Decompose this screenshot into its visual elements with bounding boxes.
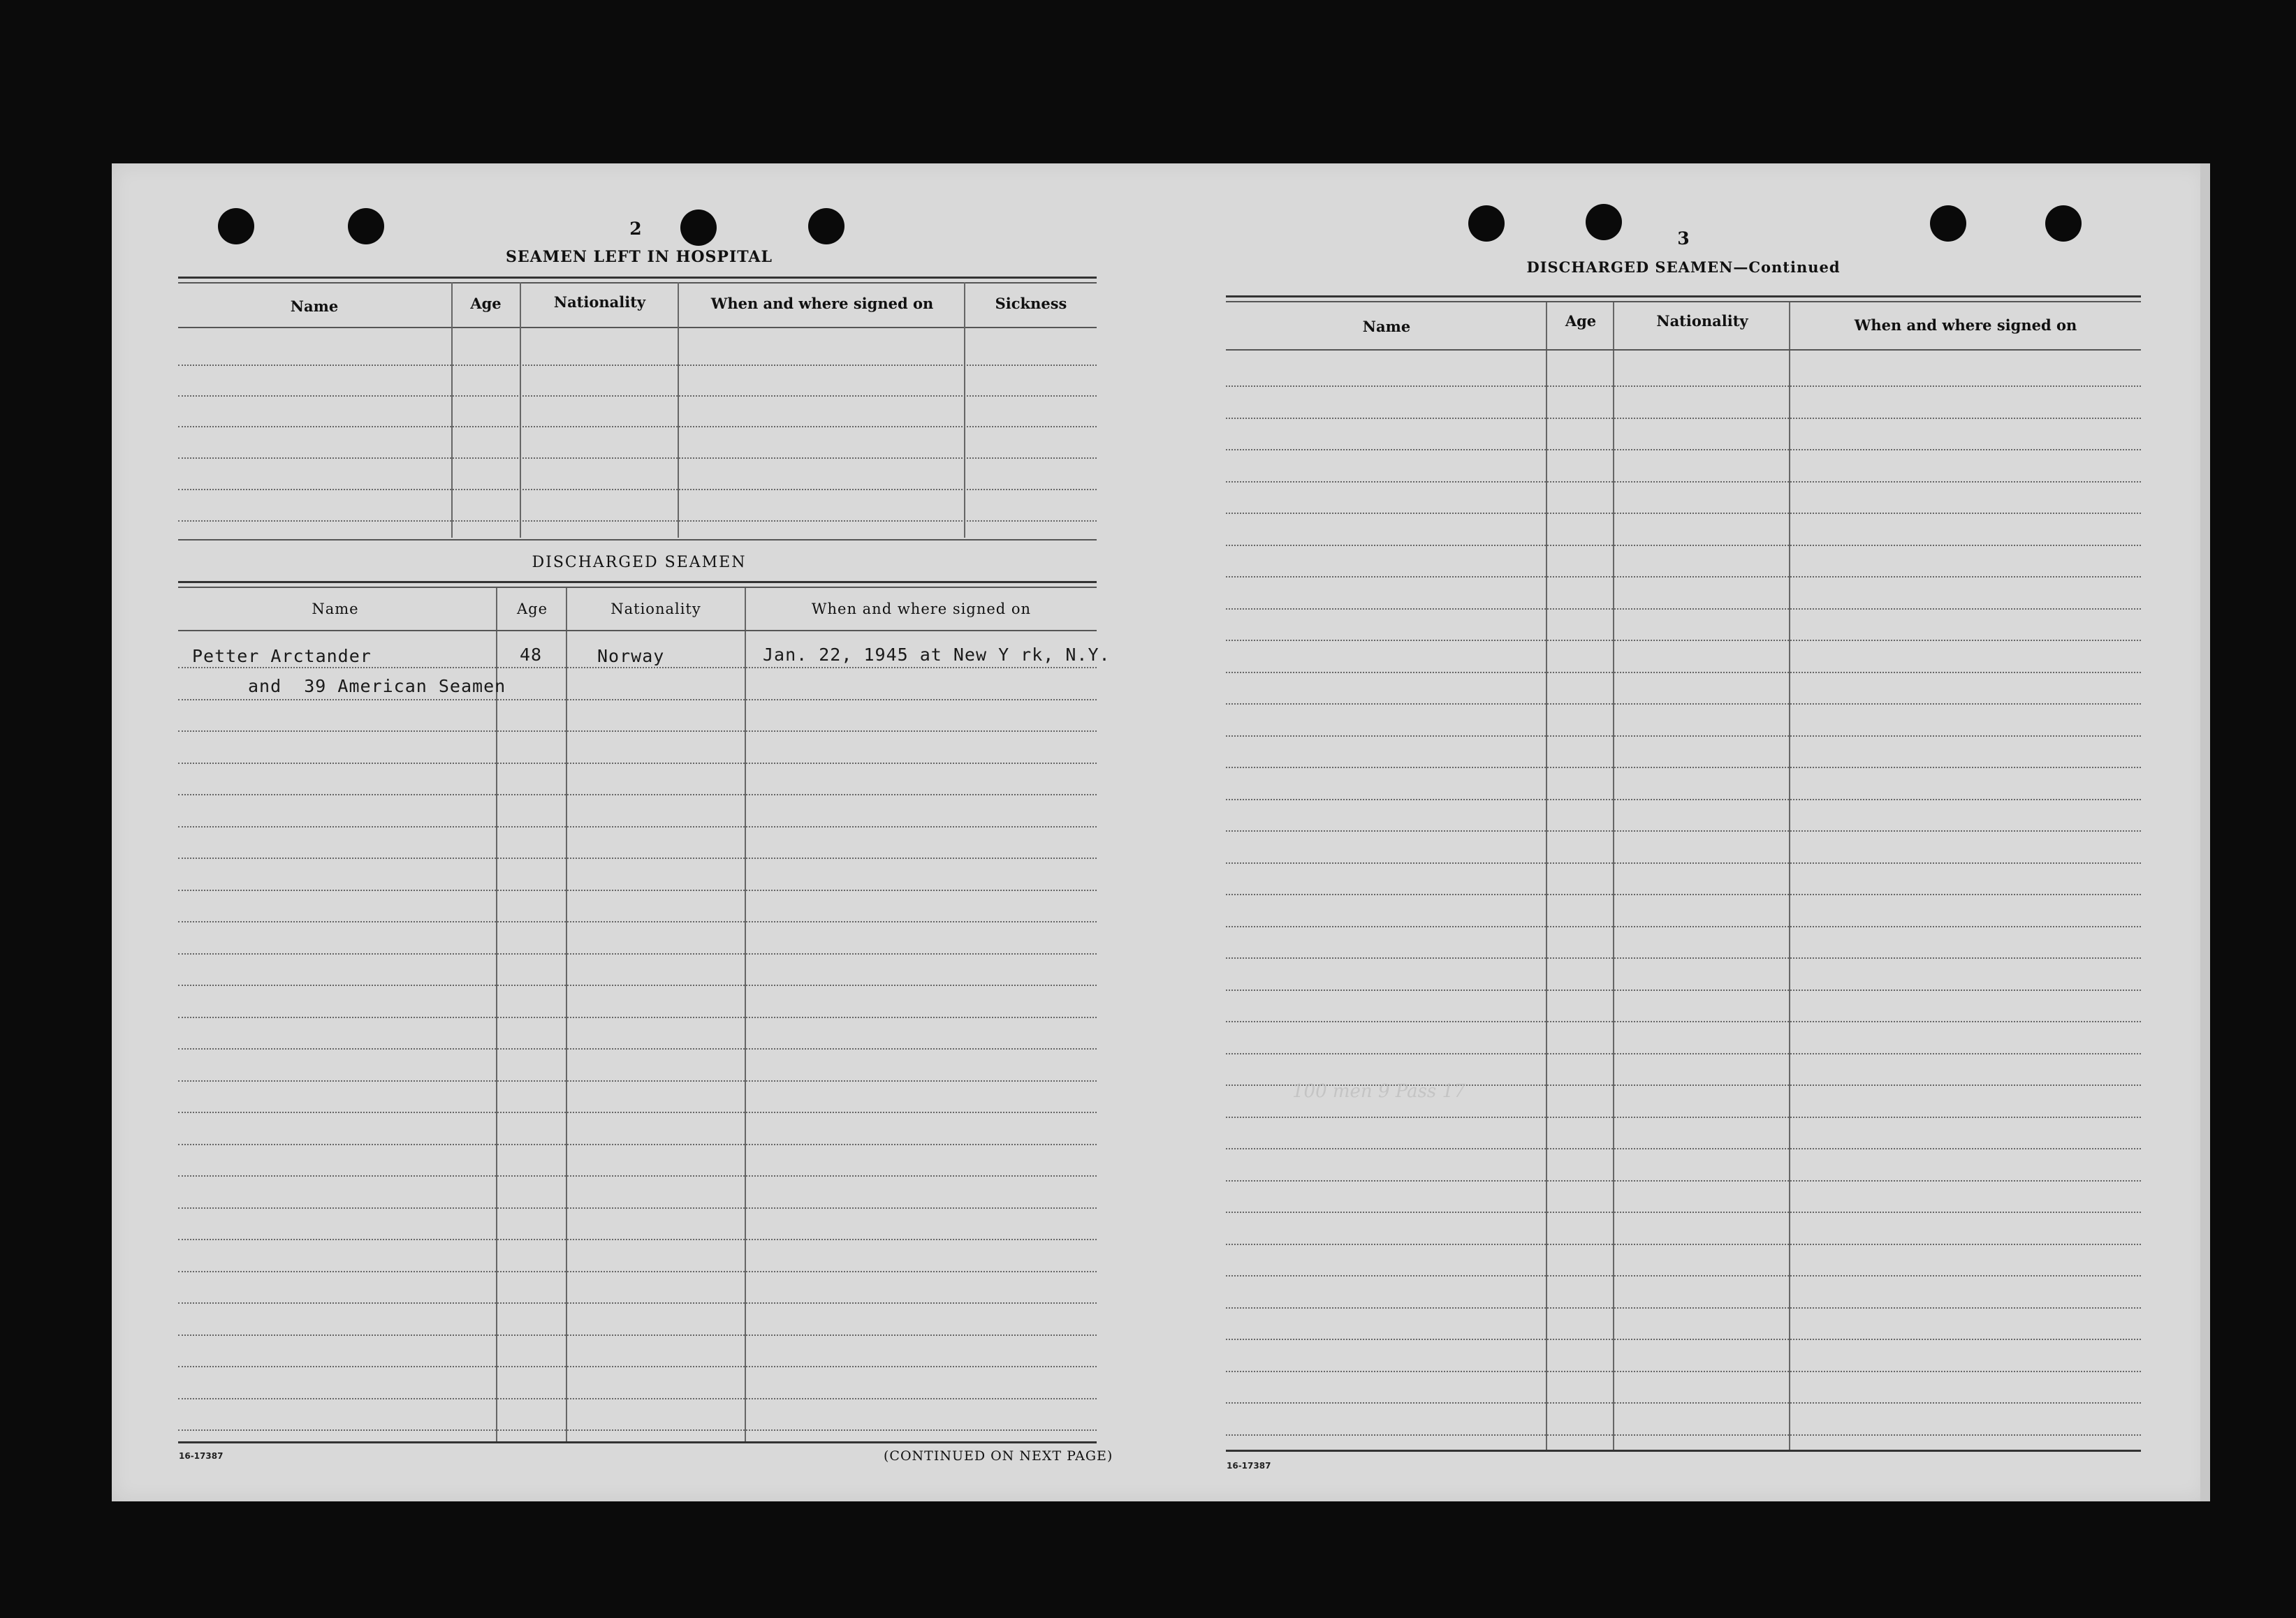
entry-line xyxy=(1226,449,2141,450)
entry-line xyxy=(1226,576,2141,578)
entry-line xyxy=(178,365,1097,366)
entry-line xyxy=(178,730,1097,732)
entry-line xyxy=(178,1429,1097,1431)
entry-line xyxy=(1226,957,2141,959)
entry-line xyxy=(1226,830,2141,832)
header-rule xyxy=(178,587,1097,588)
discharged-continued-title: DISCHARGED SEAMEN—Continued xyxy=(1526,258,1841,276)
column-header-age: Age xyxy=(516,601,548,617)
form-number: 16-17387 xyxy=(179,1451,224,1461)
entry-line xyxy=(178,1175,1097,1177)
entry-line xyxy=(178,395,1097,397)
entry-line xyxy=(178,426,1097,427)
header-bottom-rule xyxy=(178,630,1097,631)
table-bottom-rule xyxy=(178,1441,1097,1443)
column-header-sickness: Sickness xyxy=(995,295,1067,312)
column-header-signed-on: When and where signed on xyxy=(1854,316,2077,334)
entry-line xyxy=(1226,1117,2141,1118)
column-header-age: Age xyxy=(1565,312,1597,330)
column-divider xyxy=(1546,302,1547,1450)
column-header-nationality: Nationality xyxy=(553,293,646,311)
hospital-section-title: SEAMEN LEFT IN HOSPITAL xyxy=(506,248,773,266)
entry-line xyxy=(178,1144,1097,1145)
entry-line xyxy=(178,953,1097,955)
seaman-name: Petter Arctander xyxy=(192,646,372,666)
entry-line xyxy=(1226,1402,2141,1404)
entry-line xyxy=(1226,672,2141,673)
entry-line xyxy=(1226,862,2141,864)
entry-line xyxy=(1226,1053,2141,1054)
entry-line xyxy=(178,1398,1097,1399)
seaman-age: 48 xyxy=(520,645,543,665)
column-header-nationality: Nationality xyxy=(1656,312,1748,330)
punch-hole xyxy=(1468,205,1505,242)
continued-note: (CONTINUED ON NEXT PAGE) xyxy=(884,1448,1113,1464)
column-divider xyxy=(964,282,965,538)
entry-line xyxy=(1226,1244,2141,1245)
entry-line xyxy=(178,794,1097,795)
column-header-signed-on: When and where signed on xyxy=(710,295,934,312)
entry-line xyxy=(178,1207,1097,1209)
entry-line xyxy=(178,1080,1097,1082)
page-number: 2 xyxy=(629,219,642,239)
punch-hole xyxy=(1586,204,1622,240)
entry-line xyxy=(178,1302,1097,1304)
entry-line xyxy=(178,1271,1097,1272)
seaman-nationality: Norway xyxy=(597,646,665,666)
entry-line xyxy=(1226,735,2141,737)
seaman-signed-on: Jan. 22, 1945 at New Y rk, N.Y. xyxy=(763,645,1111,665)
column-header-nationality: Nationality xyxy=(610,601,701,617)
entry-line xyxy=(1226,418,2141,419)
column-divider xyxy=(678,282,679,538)
entry-line xyxy=(178,1112,1097,1113)
header-bottom-rule xyxy=(178,327,1097,328)
entry-line xyxy=(178,1048,1097,1050)
entry-line xyxy=(178,520,1097,522)
entry-line xyxy=(178,1334,1097,1336)
sheet-edge xyxy=(2200,163,2210,1501)
entry-line xyxy=(1226,1212,2141,1213)
header-rule xyxy=(1226,295,2141,297)
entry-line xyxy=(178,699,1097,700)
entry-line xyxy=(1226,1434,2141,1436)
entry-line xyxy=(1226,767,2141,768)
discharged-section-title: DISCHARGED SEAMEN xyxy=(532,554,747,571)
pencil-annotation: 100 men 9 Pass 17 xyxy=(1292,1081,1465,1102)
entry-line xyxy=(1226,1371,2141,1372)
punch-hole xyxy=(348,208,384,244)
entry-line xyxy=(1226,481,2141,483)
entry-line xyxy=(178,890,1097,891)
entry-line xyxy=(1226,1307,2141,1309)
seaman-name: and 39 American Seamen xyxy=(248,676,506,696)
entry-line xyxy=(1226,1275,2141,1277)
entry-line xyxy=(178,489,1097,490)
column-divider xyxy=(1613,302,1614,1450)
page-number: 3 xyxy=(1677,228,1690,249)
section-rule xyxy=(178,539,1097,540)
entry-line xyxy=(1226,608,2141,610)
table-bottom-rule xyxy=(1226,1450,2141,1452)
column-header-age: Age xyxy=(470,295,502,312)
entry-line xyxy=(1226,926,2141,927)
entry-line xyxy=(1226,990,2141,991)
entry-line xyxy=(1226,894,2141,895)
entry-line xyxy=(1226,385,2141,387)
entry-line xyxy=(1226,799,2141,800)
header-rule xyxy=(178,277,1097,279)
entry-line xyxy=(1226,545,2141,546)
punch-hole xyxy=(2045,205,2082,242)
entry-line xyxy=(178,1366,1097,1367)
entry-line xyxy=(1226,1021,2141,1022)
column-divider xyxy=(496,588,497,1441)
header-rule xyxy=(1226,301,2141,302)
column-divider xyxy=(451,282,453,538)
column-divider xyxy=(745,588,746,1441)
punch-hole xyxy=(808,208,844,244)
form-number: 16-17387 xyxy=(1227,1461,1271,1471)
column-header-name: Name xyxy=(1362,318,1411,335)
entry-line xyxy=(178,1017,1097,1018)
column-divider xyxy=(1789,302,1790,1450)
column-header-name: Name xyxy=(290,297,339,315)
column-header-name: Name xyxy=(312,601,359,617)
entry-line xyxy=(178,457,1097,459)
entry-line xyxy=(1226,703,2141,705)
entry-line xyxy=(1226,1339,2141,1340)
header-bottom-rule xyxy=(1226,349,2141,351)
punch-hole xyxy=(218,208,254,244)
column-header-signed-on: When and where signed on xyxy=(811,601,1032,617)
entry-line xyxy=(178,858,1097,859)
column-divider xyxy=(566,588,567,1441)
entry-line xyxy=(178,763,1097,764)
punch-hole xyxy=(680,209,717,246)
header-rule xyxy=(178,282,1097,284)
entry-line xyxy=(1226,513,2141,514)
column-divider xyxy=(520,282,521,538)
entry-line xyxy=(178,921,1097,922)
header-rule xyxy=(178,581,1097,583)
entry-line xyxy=(1226,640,2141,641)
entry-line xyxy=(178,985,1097,986)
entry-line xyxy=(1226,1148,2141,1149)
punch-hole xyxy=(1930,205,1966,242)
entry-line xyxy=(1226,1180,2141,1182)
entry-line xyxy=(178,667,1097,668)
entry-line xyxy=(178,826,1097,828)
entry-line xyxy=(178,1239,1097,1240)
